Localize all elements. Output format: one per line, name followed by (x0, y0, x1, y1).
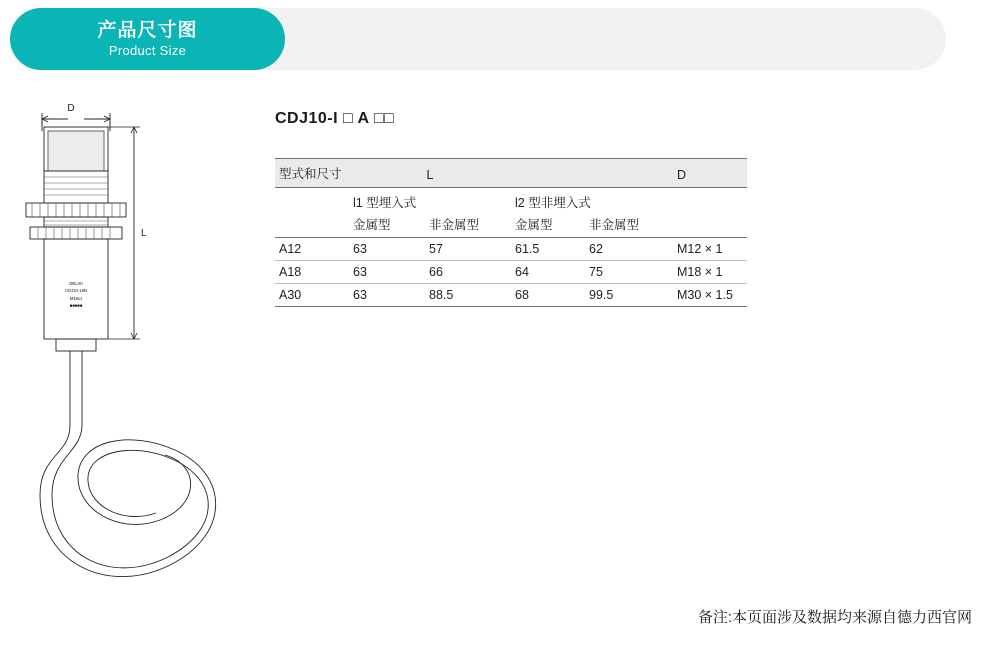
model-code: CDJ10-I □ A □□ (275, 110, 395, 127)
subheader-l1: l1 型埋入式 (353, 196, 417, 210)
cell-model: A12 (275, 238, 349, 261)
cell-model: A30 (275, 284, 349, 307)
cell-l1-metal: 63 (349, 238, 425, 261)
cell-l2-metal: 64 (511, 261, 585, 284)
sensor-thread-upper (44, 171, 108, 203)
page-title-cn: 产品尺寸图 (97, 20, 198, 41)
page-title-en: Product Size (108, 43, 187, 58)
hex-nut-upper (26, 203, 126, 217)
header-type-and-size: 型式和尺寸 (275, 159, 349, 188)
footer-note: 备注:本页面涉及数据均来源自德力西官网 (697, 609, 972, 626)
cell-l1-metal: 63 (349, 261, 425, 284)
cell-l2-nonmetal: 99.5 (585, 284, 673, 307)
cell-l1-metal: 63 (349, 284, 425, 307)
table-row (275, 261, 747, 284)
table-row (275, 284, 747, 307)
sub-empty (275, 188, 349, 214)
product-dimension-drawing (0, 95, 260, 595)
cell-l2-metal: 68 (511, 284, 585, 307)
sub2-empty-2 (673, 213, 747, 238)
subheader-l1-nonmetal: 非金属型 (425, 213, 511, 238)
cell-d: M18 × 1 (673, 261, 747, 284)
dimension-content (275, 110, 755, 307)
hex-nut-lower (30, 227, 122, 239)
header-d-spacer (585, 159, 673, 188)
header-d: D (673, 159, 747, 188)
sub2-empty (275, 213, 349, 238)
page-title-pill (10, 8, 285, 70)
subheader-l2-nonmetal: 非金属型 (585, 213, 673, 238)
subheader-l1-metal: 金属型 (349, 213, 425, 238)
cell-d: M30 × 1.5 (673, 284, 747, 307)
cell-l1-nonmetal: 57 (425, 238, 511, 261)
cell-d: M12 × 1 (673, 238, 747, 261)
header-spacer (511, 159, 585, 188)
header-l: L (349, 159, 511, 188)
table-header-row (275, 159, 747, 188)
cell-model: A18 (275, 261, 349, 284)
body-print-line2: CDJ10-18N (65, 288, 87, 293)
cell-l2-nonmetal: 75 (585, 261, 673, 284)
table-subheader-row (275, 188, 747, 214)
dimension-table (275, 158, 747, 307)
dim-d-label: D (67, 103, 75, 114)
subheader-l2-metal: 金属型 (511, 213, 585, 238)
cable-gland (56, 339, 96, 351)
sensor-cable-edge (52, 351, 208, 568)
body-print-line3: M18x1 (69, 296, 83, 301)
sub-empty-2 (673, 188, 747, 214)
subheader-l2: l2 型非埋入式 (515, 196, 591, 210)
table-row (275, 238, 747, 261)
cell-l1-nonmetal: 88.5 (425, 284, 511, 307)
cell-l2-nonmetal: 62 (585, 238, 673, 261)
cell-l1-nonmetal: 66 (425, 261, 511, 284)
table-subheader2-row (275, 213, 747, 238)
body-print-line1: DELIXI (69, 281, 83, 286)
body-print-line4: ■■■■■ (69, 303, 83, 308)
dim-l-label: L (141, 228, 147, 239)
cell-l2-metal: 61.5 (511, 238, 585, 261)
